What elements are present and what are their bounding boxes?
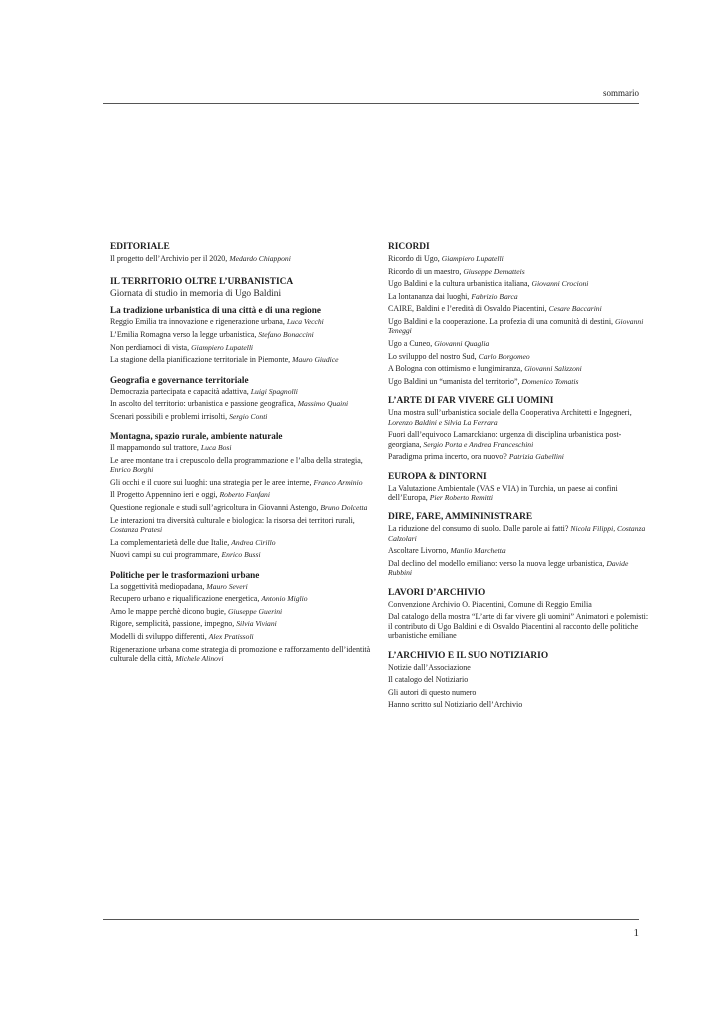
entry-title: Recupero urbano e riqualificazione energetica, bbox=[110, 594, 260, 604]
entry-author: Giuseppe Guerini bbox=[227, 606, 283, 616]
entry-title: Il catalogo del Notiziario bbox=[388, 675, 469, 685]
entry-author: Massimo Quaini bbox=[297, 399, 349, 409]
entry-title: Scenari possibili e problemi irrisolti, bbox=[110, 411, 228, 421]
entry-title: Convenzione Archivio O. Piacentini, Comune di Reggio Emilia bbox=[388, 599, 592, 609]
toc-entry bbox=[110, 343, 372, 352]
entry-author: Enrico Bussi bbox=[221, 550, 261, 560]
entry-title: Il mappamondo sul trattore, bbox=[110, 443, 199, 453]
section-heading: L’ARCHIVIO E IL SUO NOTIZIARIO bbox=[388, 650, 549, 661]
entry-title: Lo sviluppo del nostro Sud, bbox=[388, 351, 477, 361]
entry-author: Lorenzo Baldini e Silvia La Ferrara bbox=[388, 417, 498, 427]
entry-title: L’Emilia Romagna verso la legge urbanistica, bbox=[110, 330, 257, 339]
toc-entry bbox=[388, 675, 650, 684]
entry-title: Le interazioni tra diversità culturale e biologica: la risorsa dei territori rurali, bbox=[110, 515, 355, 525]
entry-title: Fuori dall’equivoco Lamarckiano: urgenza di disciplina urbanistica post-georgiana, bbox=[388, 430, 622, 449]
section-dire-fare bbox=[388, 512, 650, 577]
entry-title: In ascolto del territorio: urbanistica e passione geografica, bbox=[110, 399, 296, 409]
section-notiziario bbox=[388, 651, 650, 710]
entry-author: Luca Bosi bbox=[200, 443, 232, 453]
toc-entry bbox=[388, 339, 650, 348]
entry-title: A Bologna con ottimismo e lungimiranza, bbox=[388, 364, 523, 374]
entry-title: Questione regionale e studi sull’agricoltura in Giovanni Astengo, bbox=[110, 502, 319, 512]
entry-author: Mauro Severi bbox=[206, 581, 248, 591]
toc-entry bbox=[388, 352, 650, 361]
section-editoriale bbox=[110, 242, 372, 263]
toc-entry bbox=[110, 443, 372, 452]
entry-author: Giovanni Crocioni bbox=[531, 279, 589, 289]
entry-author: Giovanni Quaglia bbox=[434, 338, 490, 348]
entry-title: Le aree montane tra i crepuscolo della programmazione e l’alba della strategia, bbox=[110, 455, 363, 465]
entry-author: Michele Alinovi bbox=[175, 653, 224, 663]
entry-author: Davide Rubbini bbox=[388, 558, 629, 578]
toc-entry bbox=[388, 688, 650, 697]
toc-entry bbox=[110, 412, 372, 421]
toc-entry bbox=[110, 550, 372, 559]
section-territorio bbox=[110, 277, 372, 663]
entry-title: Paradigma prima incerto, ora nuovo? bbox=[388, 452, 507, 462]
section-lavori-archivio bbox=[388, 588, 650, 641]
entry-title: Gli occhi e il cuore sui luoghi: una strategia per le aree interne, bbox=[110, 477, 312, 487]
entry-title: CAIRE, Baldini e l’eredità di Osvaldo Piacentini, bbox=[388, 304, 547, 314]
entry-author: Enrico Borghi bbox=[110, 465, 154, 475]
entry-author: Domenico Tomatis bbox=[521, 376, 579, 386]
entry-title: La stagione della pianificazione territoriale in Piemonte, bbox=[110, 355, 291, 365]
entry-author: Giampiero Lupatelli bbox=[441, 254, 504, 263]
entry-author: Stefano Bonaccini bbox=[258, 330, 314, 339]
entry-author: Bruno Dolcetta bbox=[320, 502, 368, 512]
toc-entry bbox=[110, 619, 372, 628]
toc-entry bbox=[388, 559, 650, 578]
toc-entry bbox=[388, 292, 650, 301]
toc-entry bbox=[110, 456, 372, 475]
entry-author: Giovanni Teneggi bbox=[388, 316, 644, 336]
subsection-heading: Montagna, spazio rurale, ambiente naturale bbox=[110, 431, 283, 442]
entry-author: Silvia Viviani bbox=[236, 619, 277, 629]
section-heading: IL TERRITORIO OLTRE L’URBANISTICA bbox=[110, 277, 294, 288]
toc-entry bbox=[110, 538, 372, 547]
toc-entry bbox=[110, 594, 372, 603]
toc-entry bbox=[388, 317, 650, 336]
entry-title: Modelli di sviluppo differenti, bbox=[110, 631, 207, 641]
entry-title: Rigore, semplicità, passione, impegno, bbox=[110, 619, 235, 629]
entry-author: Manlio Marchetta bbox=[450, 546, 506, 556]
entry-author: Giuseppe Dematteis bbox=[463, 266, 525, 276]
entry-title: Democrazia partecipata e capacità adattiva, bbox=[110, 386, 249, 396]
toc-entry bbox=[388, 377, 650, 386]
entry-title: Non perdiamoci di vista, bbox=[110, 342, 190, 352]
toc-entry bbox=[388, 546, 650, 555]
header-rule bbox=[103, 103, 639, 104]
toc-entry bbox=[110, 490, 372, 499]
toc-entry bbox=[388, 484, 650, 503]
entry-author: Franco Arminio bbox=[313, 477, 363, 487]
entry-author: Costanza Pratesi bbox=[110, 524, 163, 534]
entry-title: Dal catalogo della mostra “L’arte di far vivere gli uomini” Animatori e polemisti: il contributo di Ugo Baldini e di Osvaldo Piacentini al racconto delle politiche urbanistiche emiliane bbox=[388, 612, 649, 641]
toc-entry bbox=[388, 600, 650, 609]
entry-author: Luigi Spagnolli bbox=[250, 386, 298, 396]
toc-entry bbox=[110, 516, 372, 535]
section-subtitle: Giornata di studio in memoria di Ugo Baldini bbox=[110, 289, 282, 300]
entry-author: Nicola Filippi, Costanza Calzolari bbox=[388, 524, 646, 543]
section-heading: LAVORI D’ARCHIVIO bbox=[388, 587, 486, 598]
toc-entry bbox=[110, 607, 372, 616]
subsection-heading: Geografia e governance territoriale bbox=[110, 374, 249, 385]
section-heading: DIRE, FARE, AMMININISTRARE bbox=[388, 512, 533, 523]
toc-entry bbox=[110, 399, 372, 408]
entry-title: Hanno scritto sul Notiziario dell’Archivio bbox=[388, 700, 523, 710]
subsection-politiche bbox=[110, 570, 372, 664]
toc-entry bbox=[110, 254, 372, 263]
toc-entry bbox=[388, 254, 650, 263]
entry-author: Sergio Conti bbox=[229, 411, 268, 421]
entry-title: Ricordo di un maestro, bbox=[388, 266, 462, 276]
subsection-tradizione bbox=[110, 305, 372, 364]
entry-title: Notizie dall’Associazione bbox=[388, 662, 471, 672]
entry-title: Ugo Baldini e la cooperazione. La profezia di una comunità di destini, bbox=[388, 316, 614, 326]
toc-left-column bbox=[110, 242, 372, 677]
subsection-geografia bbox=[110, 375, 372, 422]
toc-entry bbox=[110, 582, 372, 591]
toc-entry bbox=[110, 355, 372, 364]
toc-entry bbox=[110, 387, 372, 396]
entry-title: Ricordo di Ugo, bbox=[388, 254, 440, 263]
entry-title: La Valutazione Ambientale (VAS e VIA) in Turchia, un paese ai confini dell’Europa, bbox=[388, 483, 618, 502]
entry-title: Dal declino del modello emiliano: verso la nuova legge urbanistica, bbox=[388, 558, 605, 568]
subsection-montagna bbox=[110, 431, 372, 559]
toc-right-column bbox=[388, 242, 650, 720]
toc-entry bbox=[110, 645, 372, 664]
toc-entry bbox=[388, 364, 650, 373]
toc-entry bbox=[388, 452, 650, 461]
entry-title: Il progetto dell’Archivio per il 2020, bbox=[110, 254, 228, 263]
entry-author: Cesare Baccarini bbox=[548, 304, 602, 314]
entry-title: La riduzione del consumo di suolo. Dalle parole ai fatti? bbox=[388, 524, 569, 534]
section-heading: RICORDI bbox=[388, 242, 430, 252]
toc-entry bbox=[388, 279, 650, 288]
entry-author: Giampiero Lupatelli bbox=[191, 342, 254, 352]
toc-entry bbox=[110, 317, 372, 326]
entry-title: La lontananza dai luoghi, bbox=[388, 291, 470, 301]
subsection-heading: Politiche per le trasformazioni urbane bbox=[110, 569, 260, 580]
toc-entry bbox=[110, 330, 372, 339]
entry-title: Ascoltare Livorno, bbox=[388, 546, 449, 556]
entry-author: Mauro Giudice bbox=[292, 355, 339, 365]
entry-author: Andrea Cirillo bbox=[231, 537, 276, 547]
entry-author: Sergio Porta e Andrea Franceschini bbox=[423, 439, 534, 449]
toc-entry bbox=[388, 612, 650, 640]
entry-title: Una mostra sull’urbanistica sociale della Cooperativa Architetti e Ingegneri, bbox=[388, 408, 632, 418]
section-europa bbox=[388, 472, 650, 503]
entry-title: Reggio Emilia tra innovazione e rigenerazione urbana, bbox=[110, 317, 285, 327]
entry-author: Luca Vecchi bbox=[286, 317, 324, 327]
entry-title: Ugo Baldini un “umanista del territorio”, bbox=[388, 376, 520, 386]
section-heading: EUROPA & DINTORNI bbox=[388, 471, 487, 482]
entry-author: Patrizia Gabellini bbox=[508, 452, 564, 462]
section-arte bbox=[388, 396, 650, 461]
entry-title: Il Progetto Appennino ieri e oggi, bbox=[110, 490, 218, 500]
entry-title: Ugo a Cuneo, bbox=[388, 338, 433, 348]
footer-rule bbox=[103, 919, 639, 920]
running-header: sommario bbox=[603, 88, 639, 98]
toc-entry bbox=[110, 503, 372, 512]
toc-entry bbox=[388, 663, 650, 672]
entry-title: La soggettività mediopadana, bbox=[110, 581, 205, 591]
entry-author: Alex Pratissoli bbox=[208, 631, 254, 641]
toc-entry bbox=[388, 524, 650, 543]
entry-title: Amo le mappe perchè dicono bugie, bbox=[110, 606, 226, 616]
section-ricordi bbox=[388, 242, 650, 386]
section-heading: L’ARTE DI FAR VIVERE GLI UOMINI bbox=[388, 396, 554, 407]
toc-entry bbox=[110, 478, 372, 487]
entry-title: Ugo Baldini e la cultura urbanistica italiana, bbox=[388, 279, 530, 289]
entry-title: Nuovi campi su cui programmare, bbox=[110, 550, 220, 560]
toc-entry bbox=[110, 632, 372, 641]
entry-author: Giovanni Salizzoni bbox=[524, 364, 582, 374]
entry-author: Carlo Borgomeo bbox=[478, 351, 530, 361]
entry-author: Fabrizio Barca bbox=[471, 291, 518, 301]
toc-entry bbox=[388, 700, 650, 709]
subsection-heading: La tradizione urbanistica di una città e di una regione bbox=[110, 305, 321, 316]
entry-author: Pier Roberto Remitti bbox=[429, 492, 494, 502]
entry-title: La complementarietà delle due Italie, bbox=[110, 537, 230, 547]
entry-title: Rigenerazione urbana come strategia di promozione e rafforzamento dell’identità culturale della città, bbox=[110, 644, 371, 663]
entry-author: Medardo Chiapponi bbox=[229, 254, 291, 263]
entry-title: Gli autori di questo numero bbox=[388, 687, 477, 697]
toc-entry bbox=[388, 267, 650, 276]
entry-author: Roberto Fanfani bbox=[219, 490, 270, 500]
toc-entry bbox=[388, 408, 650, 427]
page-number: 1 bbox=[633, 927, 639, 939]
toc-entry bbox=[388, 430, 650, 449]
section-heading: EDITORIALE bbox=[110, 242, 170, 252]
entry-author: Antonio Miglio bbox=[261, 594, 308, 604]
toc-entry bbox=[388, 304, 650, 313]
